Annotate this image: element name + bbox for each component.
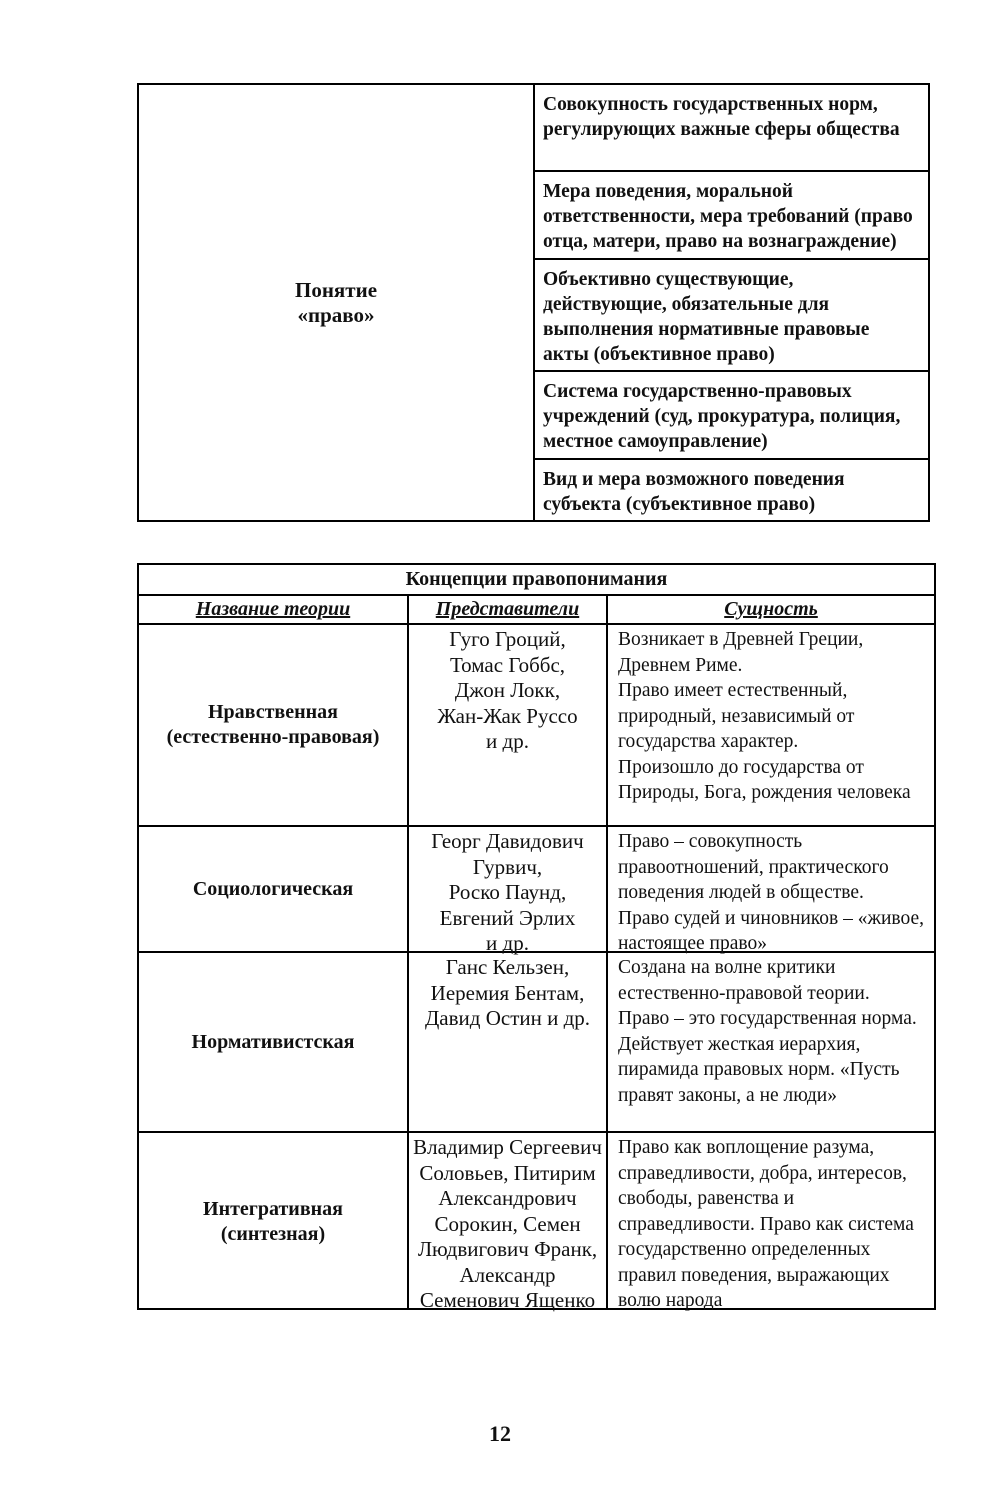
table-header-row [139, 596, 934, 625]
essence-paragraph: Право как воплощение разума, справедливости, добра, интересов, свободы, равенства и справедливости. Право как система государственно определенных правил поведения, выражающих волю народа [618, 1137, 914, 1311]
representative: Иеремия Бентам, [430, 980, 585, 1005]
representative: Роско Паунд, [448, 880, 567, 904]
meaning-cell: Объективно существующие, действующие, обязательные для выполнения нормативные правовые акты (объективное право) [535, 260, 928, 372]
essence-cell [608, 953, 934, 1131]
essence-paragraph: Право – это государственная норма. Действует жесткая иерархия, пирамида правовых норм. «Пусть правят законы, а не люди» [618, 1008, 917, 1106]
representative: Давид Остин и др. [424, 1006, 591, 1030]
meanings-column [535, 85, 928, 520]
essence-cell [608, 1133, 934, 1310]
essence-paragraph: Возникает в Древней Греции, Древнем Риме. [618, 629, 864, 676]
essence-paragraph: Произошло до государства от Природы, Бога, рождения человека [618, 756, 911, 803]
concept-of-law-table [137, 83, 930, 522]
page-number: 12 [489, 1421, 511, 1446]
representative: Георг Давидович [431, 829, 584, 853]
concept-label [139, 85, 535, 520]
theory-name-text: Нравственная (естественно-правовая) [166, 701, 380, 748]
essence-cell [608, 625, 934, 825]
representative: Томас Гоббс, [449, 652, 566, 677]
representative: и др. [486, 931, 529, 955]
essence-cell [608, 827, 934, 954]
theory-name-text: Нормативистская [191, 1030, 355, 1053]
representatives-cell [407, 625, 608, 825]
table-row [139, 953, 934, 1133]
representative: Гурвич, [472, 854, 543, 879]
law-concepts-table [137, 563, 936, 1310]
meaning-cell: Мера поведения, моральной ответственности, мера требований (право отца, матери, право на вознаграждение) [535, 172, 928, 260]
table-row [139, 1133, 934, 1310]
meaning-cell: Вид и мера возможного поведения субъекта (субъективное право) [543, 469, 845, 515]
representatives-cell [407, 827, 608, 955]
essence-paragraph: Право – совокупность правоотношений, практического поведения людей в обществе. [618, 831, 889, 903]
concept-label-text: Понятие «право» [294, 277, 378, 327]
table-row [139, 827, 934, 953]
representative: Гуго Гроций, [449, 627, 566, 651]
essence-paragraph: Право судей и чиновников – «живое, настоящее право» [618, 907, 925, 954]
representatives-cell [407, 1133, 608, 1310]
theory-name [139, 827, 407, 951]
header-essence: Сущность [724, 598, 818, 620]
representatives-cell [407, 953, 608, 1131]
table-row [139, 625, 934, 827]
table-title: Концепции правопонимания [139, 565, 934, 596]
representative: Жан-Жак Руссо [437, 703, 578, 728]
theory-name-text: Интегративная (синтезная) [203, 1197, 343, 1245]
header-representatives: Представители [407, 596, 608, 623]
theory-name-text: Социологическая [192, 877, 354, 900]
meaning-cell: Совокупность государственных норм, регулирующих важные сферы общества [535, 85, 928, 172]
theory-name [139, 1133, 407, 1310]
essence-paragraph: Создана на волне критики естественно-правовой теории. [618, 957, 870, 1004]
theory-name [139, 953, 407, 1131]
theory-name [139, 625, 407, 825]
representative: Владимир Сергеевич Соловьев, Питирим Александрович Сорокин, Семен Людвигович Франк, Александр Семенович Ященко [413, 1135, 602, 1312]
representative: Джон Локк, [454, 678, 561, 702]
meaning-cell: Система государственно-правовых учреждений (суд, прокуратура, полиция, местное самоуправление) [535, 372, 928, 460]
representative: Евгений Эрлих [439, 905, 576, 930]
header-name: Название теории [195, 598, 351, 620]
essence-paragraph: Право имеет естественный, природный, независимый от государства характер. [618, 680, 855, 752]
representative: и др. [486, 729, 529, 753]
representative: Ганс Кельзен, [445, 955, 570, 979]
